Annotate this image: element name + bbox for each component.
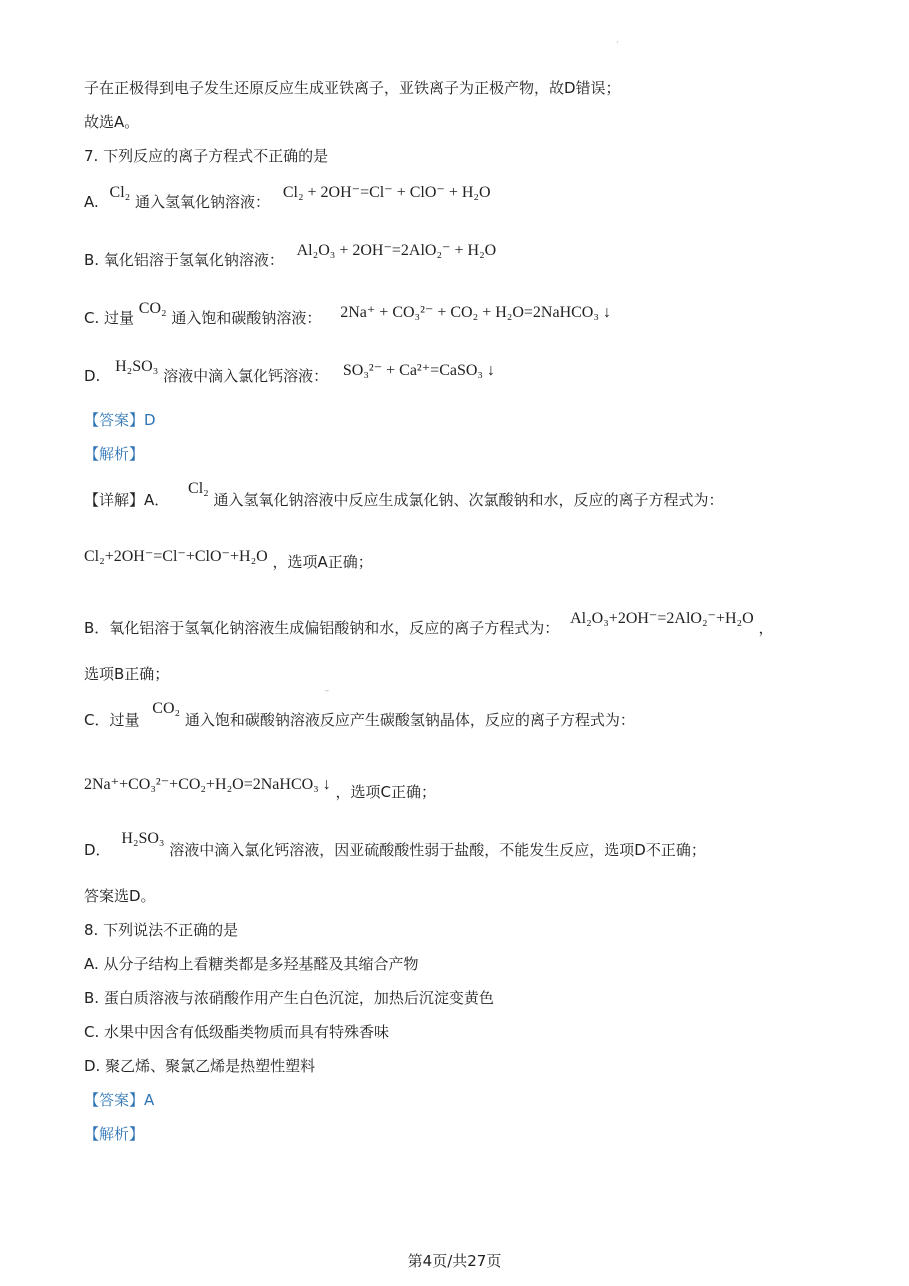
q7-option-d	[84, 358, 495, 387]
answer-label: 【答案】A	[84, 1091, 155, 1109]
reagent-formula: CO₂	[138, 300, 167, 317]
detail-c	[84, 700, 635, 731]
detail-a-equation-line	[84, 548, 373, 573]
q7-option-b	[84, 242, 497, 271]
detail-a	[84, 480, 724, 511]
q7-stem: 7. 下列反应的离子方程式不正确的是	[84, 147, 329, 165]
option-text: C. 过量	[84, 309, 135, 327]
detail-text: ，选项C正确；	[335, 783, 437, 801]
reagent-formula: Cl₂	[109, 184, 131, 201]
detail-text: ，选项A正确；	[272, 553, 373, 571]
option-text: 溶液中滴入氯化钙溶液：	[163, 367, 329, 385]
reagent-formula: CO₂	[152, 700, 181, 717]
analysis-label: 【解析】	[84, 445, 145, 463]
detail-text: 通入饱和碳酸钠溶液反应产生碳酸氢钠晶体，反应的离子方程式为：	[184, 711, 635, 729]
q8-option-a: A. 从分子结构上看糖类都是多羟基醛及其缩合产物	[84, 955, 419, 973]
detail-b-tail: 选项B正确；	[84, 665, 170, 683]
q8-option-b: B. 蛋白质溶液与浓硝酸作用产生白色沉淀，加热后沉淀变黄色	[84, 989, 494, 1007]
detail-c-equation-line	[84, 776, 437, 803]
detail-prefix: D．	[84, 841, 111, 859]
detail-text: 通入氢氧化钠溶液中反应生成氯化钠、次氯酸钠和水，反应的离子方程式为：	[213, 491, 724, 509]
detail-prefix: 【详解】A．	[84, 491, 170, 509]
q8-option-c: C. 水果中因含有低级酯类物质而具有特殊香味	[84, 1023, 390, 1041]
top-conclusion: 故选A。	[84, 113, 140, 131]
ionic-equation: 2Na⁺ + CO₃²⁻ + CO₂ + H₂O=2NaHCO₃ ↓	[340, 304, 611, 321]
detail-text: 溶液中滴入氯化钙溶液，因亚硫酸酸性弱于盐酸，不能发生反应，选项D不正确；	[169, 841, 706, 859]
ionic-equation: Cl₂+2OH⁻=Cl⁻+ClO⁻+H₂O	[84, 548, 268, 565]
option-text: 通入氢氧化钠溶液：	[135, 193, 271, 211]
q7-option-a	[84, 184, 491, 213]
reagent-formula: Cl₂	[188, 480, 209, 497]
q8-option-d: D. 聚乙烯、聚氯乙烯是热塑性塑料	[84, 1057, 316, 1075]
reagent-formula: H₂SO₃	[121, 830, 165, 847]
page-footer: 第4页/共27页	[407, 1252, 502, 1270]
scan-mark: –	[325, 686, 329, 695]
q7-option-c	[84, 300, 611, 329]
option-text: B. 氧化铝溶于氢氧化钠溶液：	[84, 251, 284, 269]
reagent-formula: H₂SO₃	[115, 358, 159, 375]
ionic-equation: SO₃²⁻ + Ca²⁺=CaSO₃ ↓	[342, 362, 495, 379]
detail-text: ，	[758, 619, 774, 637]
option-text: 通入饱和碳酸钠溶液：	[171, 309, 322, 327]
detail-text: B．氧化铝溶于氢氧化钠溶液生成偏铝酸钠和水，反应的离子方程式为：	[84, 619, 560, 637]
detail-prefix: C．过量	[84, 711, 140, 729]
detail-b	[84, 610, 774, 639]
scan-mark: ·	[616, 38, 619, 47]
q7-conclusion: 答案选D。	[84, 887, 156, 905]
analysis-label: 【解析】	[84, 1125, 145, 1143]
ionic-equation: Al₂O₃+2OH⁻=2AlO₂⁻+H₂O	[570, 610, 754, 627]
top-line: 子在正极得到电子发生还原反应生成亚铁离子，亚铁离子为正极产物，故D错误；	[84, 79, 621, 97]
detail-d	[84, 830, 706, 861]
q8-stem: 8. 下列说法不正确的是	[84, 921, 239, 939]
option-letter: D.	[84, 367, 101, 385]
answer-label: 【答案】D	[84, 411, 156, 429]
ionic-equation: Cl₂ + 2OH⁻=Cl⁻ + ClO⁻ + H₂O	[282, 184, 491, 201]
ionic-equation: 2Na⁺+CO₃²⁻+CO₂+H₂O=2NaHCO₃ ↓	[84, 776, 331, 793]
option-letter: A.	[84, 193, 99, 211]
ionic-equation: Al₂O₃ + 2OH⁻=2AlO₂⁻ + H₂O	[296, 242, 497, 259]
